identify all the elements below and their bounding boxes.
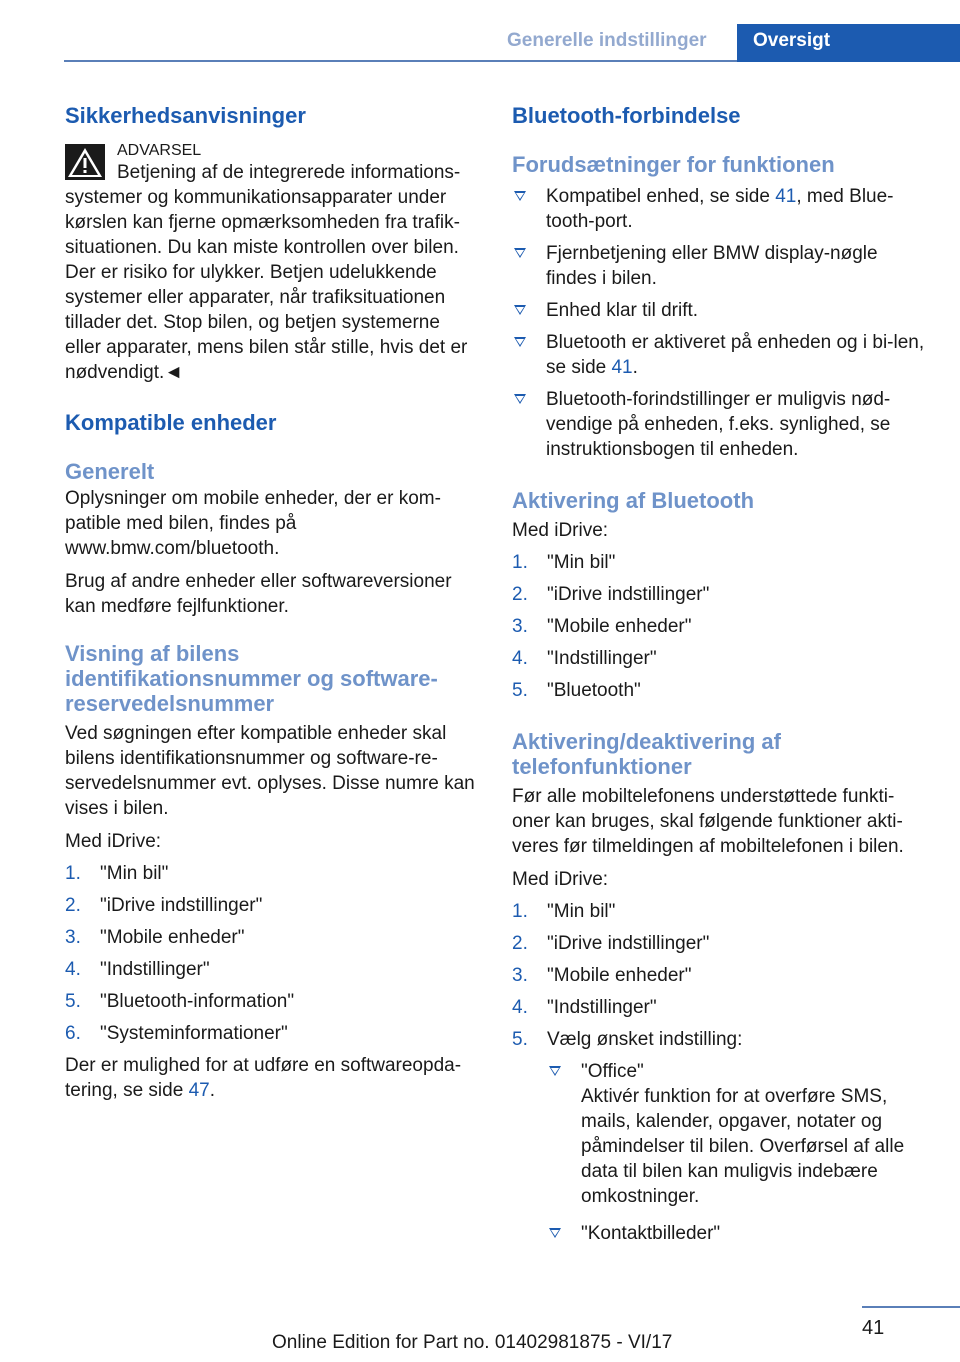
list-item: [512, 184, 932, 234]
step-number: 5.: [512, 680, 528, 701]
vin-steps-list: [65, 861, 480, 1046]
update-end: .: [209, 1080, 215, 1101]
list-item: [512, 931, 932, 956]
list-item: [512, 678, 932, 703]
page-link-41[interactable]: 41: [775, 186, 797, 207]
step-number: 1.: [512, 552, 528, 573]
list-item: [512, 646, 932, 671]
prereq-text: Bluetooth-forindstillinger er muligvis nød-vendige på enheden, f.eks. synlighed, se instruktionsbogen til enheden.: [546, 389, 891, 460]
step-text: Vælg ønsket indstilling:: [547, 1029, 743, 1050]
list-item: [65, 861, 480, 886]
step-number: 6.: [65, 1023, 81, 1044]
warning-triangle-icon: [65, 144, 105, 180]
step-number: 3.: [512, 965, 528, 986]
prereq-text-end: .: [632, 357, 638, 378]
header-section-title: Generelle indstillinger: [507, 30, 707, 51]
page-link-47[interactable]: 47: [188, 1080, 210, 1101]
header-tab-label: Oversigt: [753, 30, 831, 51]
triangle-down-icon: [514, 394, 526, 404]
triangle-down-icon: [549, 1066, 561, 1076]
list-item: [65, 989, 480, 1014]
update-paragraph: [65, 1053, 480, 1103]
step-number: 3.: [65, 927, 81, 948]
general-paragraph-2: Brug af andre enheder eller softwareversioner kan medføre fejlfunktioner.: [65, 571, 452, 617]
step-text: "Min bil": [547, 552, 616, 573]
general-paragraph-1: Oplysninger om mobile enheder, der er kom-patible med bilen, findes på www.bmw.com/bluetooth.: [65, 488, 441, 559]
list-item: [512, 298, 932, 323]
activation-idrive-label: Med iDrive:: [512, 520, 609, 541]
list-item: [512, 387, 932, 462]
list-item: [512, 330, 932, 380]
list-item: [512, 241, 932, 291]
list-item: [65, 1021, 480, 1046]
prereq-list: [512, 184, 932, 462]
vin-paragraph: Ved søgningen efter kompatible enheder skal bilens identifikationsnummer og software-re-servedelsnummer evt. oplyses. Disse numre kan vises i bilen.: [65, 723, 475, 819]
list-item: [512, 582, 932, 607]
option-label: "Office": [581, 1061, 644, 1082]
list-item: [512, 1027, 932, 1246]
triangle-down-icon: [549, 1228, 561, 1238]
list-item: [65, 957, 480, 982]
activation-steps-list: [512, 550, 932, 703]
step-text: "Min bil": [547, 901, 616, 922]
option-label: "Kontaktbilleder": [581, 1223, 721, 1244]
list-item: [512, 899, 932, 924]
option-note: Aktivér funktion for at overføre SMS, mails, kalender, opgaver, notater og påmindelser til bilen. Overførsel af alle data til bilen kan muligvis indebære omkostninger.: [581, 1086, 905, 1207]
list-item: [512, 963, 932, 988]
triangle-down-icon: [514, 337, 526, 347]
triangle-down-icon: [514, 248, 526, 258]
step-text: "Mobile enheder": [547, 965, 692, 986]
list-item: [547, 1221, 932, 1246]
footer-rule: [862, 1306, 960, 1308]
warning-text: [65, 160, 480, 385]
phone-functions-heading: Aktivering/deaktivering af telefonfunktioner: [512, 729, 781, 779]
phone-functions-paragraph: Før alle mobiltelefonens understøttede funkti-oner kan bruges, skal følgende funktioner akti-veres før tilmeldingen af mobiltelefonen i bilen.: [512, 786, 904, 857]
step-number: 2.: [65, 895, 81, 916]
page-link-41[interactable]: 41: [611, 357, 633, 378]
activation-heading: Aktivering af Bluetooth: [512, 488, 755, 513]
step-number: 4.: [65, 959, 81, 980]
step-text: "Mobile enheder": [100, 927, 245, 948]
triangle-down-icon: [514, 305, 526, 315]
step-number: 2.: [512, 584, 528, 605]
vin-idrive-label: Med iDrive:: [65, 831, 162, 852]
list-item: [65, 925, 480, 950]
warning-title: ADVARSEL: [117, 142, 202, 159]
phone-idrive-label: Med iDrive:: [512, 869, 609, 890]
step-number: 4.: [512, 648, 528, 669]
bluetooth-heading: Bluetooth-forbindelse: [512, 103, 741, 128]
prereq-text-end: , med Blue-tooth-port.: [546, 186, 894, 232]
step-text: "Min bil": [100, 863, 169, 884]
step-text: "Indstillinger": [100, 959, 210, 980]
step-number: 3.: [512, 616, 528, 637]
update-text: Der er mulighed for at udføre en softwareopda-tering, se side: [65, 1055, 462, 1101]
step-text: "Bluetooth": [547, 680, 641, 701]
step-number: 4.: [512, 997, 528, 1018]
vin-heading: Visning af bilens identifikationsnummer og software-reservedelsnummer: [65, 641, 438, 716]
list-item: [512, 614, 932, 639]
option-list: [547, 1059, 932, 1246]
warning-text-content: Betjening af de integrerede informations-systemer og kommunikationsapparater under kørslen kan fjerne opmærksomheden fra trafik-situationen. Du kan miste kontrollen over bilen. Der er risiko for ulykker. Betjen udelukkende systemer eller apparater, når trafiksituationen tillader det. Stop bilen, og betjen systemerne eller apparater, mens bilen står stille, hvis det er nødvendigt.◄: [65, 162, 468, 383]
safety-heading: Sikkerhedsanvisninger: [65, 103, 306, 128]
prereq-heading: Forudsætninger for funktionen: [512, 152, 835, 177]
list-item: [65, 893, 480, 918]
step-number: 2.: [512, 933, 528, 954]
prereq-text: Kompatibel enhed, se side: [546, 186, 776, 207]
left-column: [65, 102, 480, 1103]
general-heading: Generelt: [65, 459, 155, 484]
step-text: "Indstillinger": [547, 648, 657, 669]
step-text: "iDrive indstillinger": [100, 895, 263, 916]
list-item: [512, 550, 932, 575]
prereq-text: Enhed klar til drift.: [546, 300, 699, 321]
step-number: 5.: [65, 991, 81, 1012]
step-number: 1.: [512, 901, 528, 922]
prereq-text: Fjernbetjening eller BMW display-nøgle findes i bilen.: [546, 243, 878, 289]
step-text: "Bluetooth-information": [100, 991, 295, 1012]
step-text: "Indstillinger": [547, 997, 657, 1018]
step-number: 1.: [65, 863, 81, 884]
list-item: [512, 995, 932, 1020]
step-text: "Mobile enheder": [547, 616, 692, 637]
triangle-down-icon: [514, 191, 526, 201]
right-column: [512, 102, 932, 1246]
header-tab: [737, 24, 960, 62]
footer-edition: Online Edition for Part no. 01402981875 - VI/17: [272, 1332, 673, 1353]
prereq-text: Bluetooth er aktiveret på enheden og i bi-len, se side: [546, 332, 925, 378]
list-item: [547, 1059, 932, 1209]
phone-steps-list: [512, 899, 932, 1246]
page-number: 41: [862, 1317, 885, 1339]
step-number: 5.: [512, 1029, 528, 1050]
step-text: "iDrive indstillinger": [547, 584, 710, 605]
step-text: "iDrive indstillinger": [547, 933, 710, 954]
step-text: "Systeminformationer": [100, 1023, 288, 1044]
warning-box: [65, 142, 480, 160]
compat-heading: Kompatible enheder: [65, 410, 277, 435]
